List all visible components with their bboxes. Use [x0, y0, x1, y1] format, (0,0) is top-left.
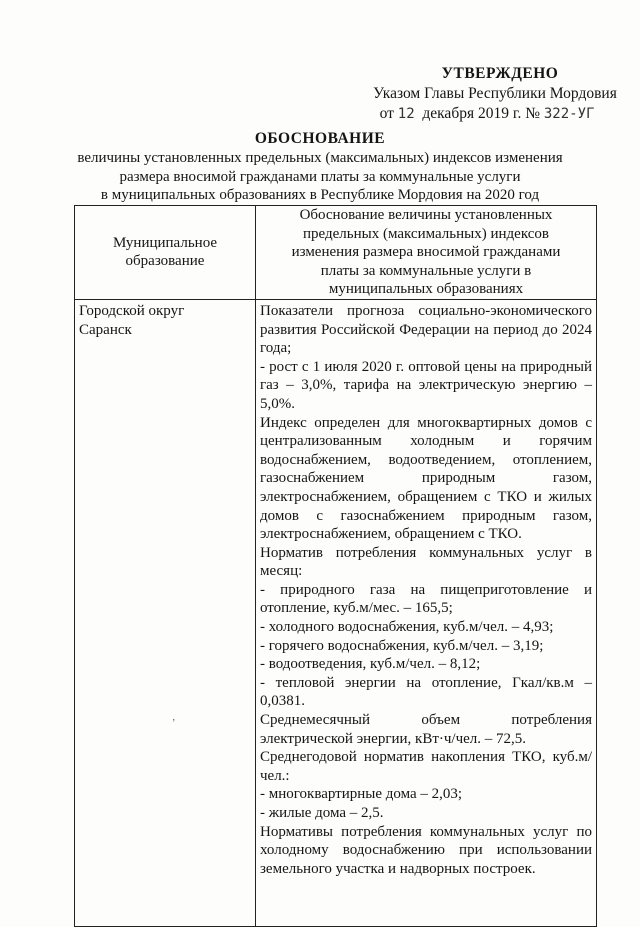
- decree-number: 322-УГ: [543, 106, 595, 122]
- document-subtitle: [60, 149, 580, 205]
- justification-paragraph: Среднегодовой норматив накопления ТКО, куб.м/чел.:: [260, 749, 592, 784]
- date-day: 12: [397, 106, 415, 122]
- municipality-line: Саранск: [79, 321, 132, 338]
- header-col2-line: платы за коммунальные услуги в: [320, 262, 532, 279]
- justification-paragraph: - тепловой энергии на отопление, Гкал/кв.м – 0,0381.: [260, 674, 592, 710]
- header-col2-line: муниципальных образованиях: [328, 281, 524, 298]
- justification-cell: [256, 299, 597, 926]
- approved-title: УТВЕРЖДЕНО: [441, 65, 559, 82]
- header-col2-line: Обоснование величины установленных: [299, 207, 553, 223]
- justification-paragraph: - жилые дома – 2,5.: [260, 805, 384, 821]
- header-col2-line: изменения размера вносимой гражданами: [291, 244, 561, 261]
- subtitle-line: в муниципальных образованиях в Республике Мордовия на 2020 год: [100, 187, 540, 203]
- justification-paragraph: - водоотведения, куб.м/чел. – 8,12;: [260, 656, 481, 673]
- table-row: [75, 299, 597, 926]
- justification-paragraph: Норматив потребления коммунальных услуг в месяц:: [260, 544, 592, 580]
- header-municipality: [75, 206, 256, 300]
- header-justification: [256, 206, 597, 300]
- justification-paragraph: - горячего водоснабжения, куб.м/чел. – 3,19;: [260, 637, 544, 654]
- justification-paragraph: Индекс определен для многоквартирных домов с централизованным холодным и горячим водоснабжением, водоотведением, отоплением, газоснабжением природным газом, электроснабжением, обращением с ТКО и жилых домов с газоснабжением природным газом, электроснабжением, обращением с ТКО.: [260, 414, 592, 543]
- justification-paragraph: Показатели прогноза социально-экономического развития Российской Федерации на период до 2024 года;: [260, 302, 592, 357]
- approval-block: [330, 64, 620, 124]
- justification-paragraph: - природного газа на пищеприготовление и отопление, куб.м/мес. – 165,5;: [260, 581, 592, 617]
- scan-speck: ’: [172, 718, 176, 729]
- table-header-row: [75, 206, 597, 300]
- approved-by: Указом Главы Республики Мордовия: [373, 85, 617, 102]
- justification-paragraph: - многоквартирные дома – 2,03;: [260, 786, 463, 803]
- decree-date-line: [354, 104, 620, 124]
- justification-paragraph: Нормативы потребления коммунальных услуг по холодному водоснабжению при использовании земельного участка и надворных построек.: [260, 823, 592, 877]
- header-col2-line: предельных (максимальных) индексов: [303, 225, 549, 242]
- header-col1-line: Муниципальное: [112, 234, 218, 251]
- date-rest: декабря 2019 г. №: [422, 105, 540, 122]
- subtitle-line: размера вносимой гражданами платы за коммунальные услуги: [119, 168, 521, 185]
- justification-paragraph: - рост с 1 июля 2020 г. оптовой цены на природный газ – 3,0%, тарифа на электрическую энергию – 5,0%.: [260, 358, 592, 412]
- header-col1-line: образование: [125, 253, 205, 270]
- justification-paragraph: Среднемесячный объем потребления электрической энергии, кВт·ч/чел. – 72,5.: [260, 712, 592, 747]
- date-prefix: от: [379, 105, 394, 122]
- municipality-line: Городской округ: [79, 302, 185, 319]
- justification-table: [74, 205, 597, 927]
- justification-paragraph: - холодного водоснабжения, куб.м/чел. – 4,93;: [260, 619, 554, 636]
- document-title: ОБОСНОВАНИЕ: [254, 130, 386, 147]
- subtitle-line: величины установленных предельных (максимальных) индексов изменения: [77, 150, 563, 166]
- municipality-cell: [75, 299, 256, 926]
